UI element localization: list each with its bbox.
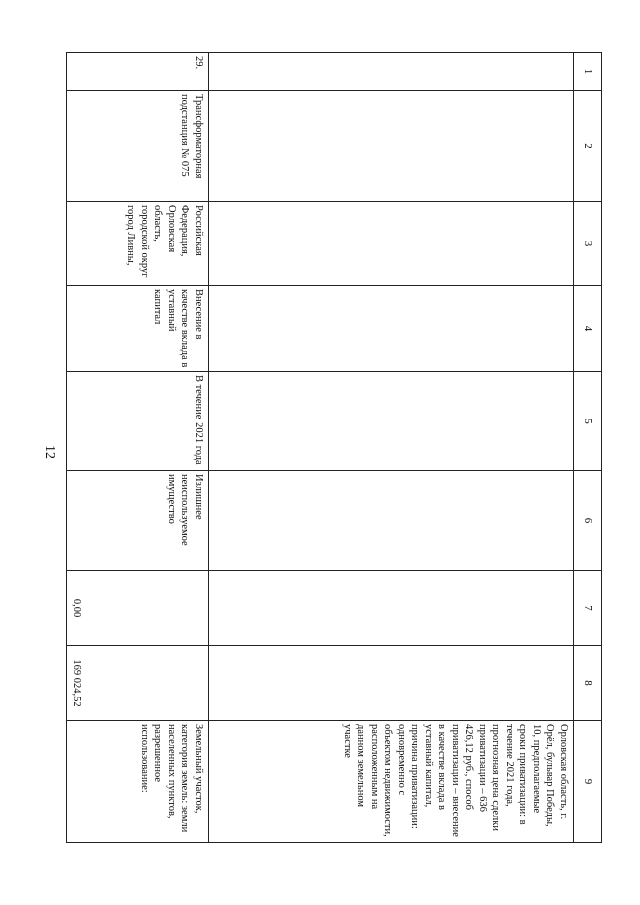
table-row-continued [209, 53, 574, 843]
header-cell-6: 6 [574, 471, 602, 571]
header-cell-9: 9 [574, 721, 602, 843]
header-cell-2: 2 [574, 91, 602, 202]
cell-row-number: 29. [67, 53, 209, 91]
cell-empty [209, 571, 574, 646]
header-cell-1: 1 [574, 53, 602, 91]
header-row [574, 53, 602, 843]
page-number: 12 [42, 445, 57, 459]
cell-privatization-term: В течение 2021 года [67, 372, 209, 471]
table-row-29 [67, 53, 209, 843]
cell-object-name: Трансформаторная подстанция № 075 [67, 91, 209, 202]
cell-empty [209, 646, 574, 721]
header-cell-4: 4 [574, 286, 602, 372]
cell-empty [209, 91, 574, 202]
cell-location: Российская Федерация, Орловская область, городской округ город Ливны, [67, 202, 209, 286]
cell-value-7: 0,00 [67, 571, 209, 646]
cell-empty [209, 202, 574, 286]
cell-empty [209, 372, 574, 471]
cell-privatization-method: Внесение в качестве вклада в уставный капитал [67, 286, 209, 372]
header-cell-7: 7 [574, 571, 602, 646]
cell-empty [209, 286, 574, 372]
rotated-table-wrapper [66, 52, 602, 842]
cell-empty [209, 53, 574, 91]
header-cell-3: 3 [574, 202, 602, 286]
cell-privatization-reason: Излишнее неиспользуемое имущество [67, 471, 209, 571]
header-cell-8: 8 [574, 646, 602, 721]
cell-empty [209, 471, 574, 571]
cell-value-8: 169 024,52 [67, 646, 209, 721]
cell-land-description: Земельный участок, категория земель: земли населенных пунктов, разрешенное использование: [67, 721, 209, 843]
cell-location-description: Орловская область, г. Орёл, бульвар Победы, 10, предполагаемые сроки приватизации: в течение 2021 года, прогнозная цена сделки приватизации – 636 426,12 руб., способ приватизации – внесение в качестве вклада в уставный капитал, причина приватизации: одновременно с объектом недвижимости, расположенным на данном земельном участке [209, 721, 574, 843]
header-cell-5: 5 [574, 372, 602, 471]
privatization-table [66, 52, 602, 843]
